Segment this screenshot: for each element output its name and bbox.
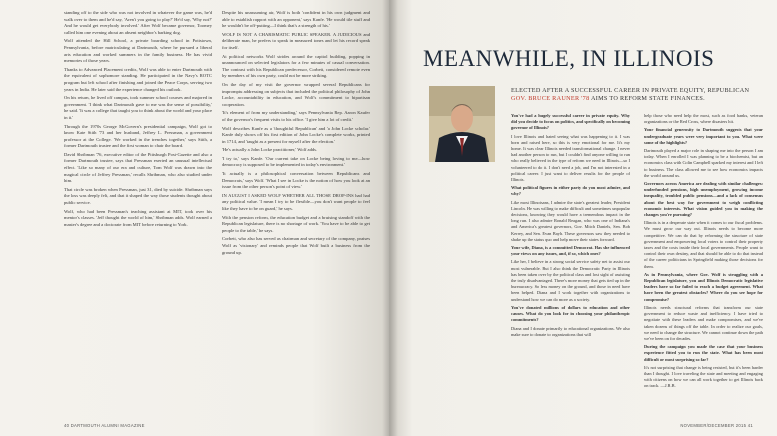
deck — [511, 87, 761, 102]
question-paragraph: You've had a hugely successful career in private equity. Why did you decide to focus on politics, and specifically on becoming governor of Illinois? — [511, 113, 630, 131]
body-paragraph: 'I try to,' says Kanfe. 'Our current take on Locke being loving to me—how democracy is supposed to be implemented in today's environment.' — [222, 155, 370, 168]
answer-paragraph: Illinois is in a desperate state when it comes to our fiscal problems. We must grow our way out. Illinois needs to become more competitive. We can do that by reforming the structure of state government and empowering local voters to control their property taxes and the costs inside their local governments. People want to control their own destiny, and that should be able to do that instead of the career politicians in Springfield making those decisions for them. — [644, 220, 763, 269]
body-paragraph: Despite his unassuming air, Wolf is both 'confident in his own judgment and able to establish rapport with an opponent,' says Kanfe. 'He would tile stuff and he wouldn't be off-putting—I think that's a strength of his.' — [222, 10, 370, 29]
body-paragraph: 'It actually is a philosophical conversation between Republicans and Democrats,' says Wolf. 'What I see in Locke is the notion of how you look at an issue from the other person's point of view.' — [222, 171, 370, 190]
body-paragraph: With the pension reform, the education budget and a bruising standoff with the Republican legislature, there is no shortage of work. 'You have to be able to get people to the table,' he says. — [222, 214, 370, 233]
body-paragraph: Thanks to Advanced Placement credits, Wolf was able to enter Dartmouth with the equivalent of sophomore standing. He participated in the Navy's ROTC program but left school after finishing and joined the Peace Corps, serving two years in India. He later said the experience changed his outlook. — [64, 66, 212, 92]
body-paragraph: David Shribman '76, executive editor of the Pittsburgh Post-Gazette and also a former Dartmouth trustee, says that Pressman exerted an unusual intellectual effect. 'Like so many of our era and culture, Tom Wolf was drawn into the magical circle of Jeffrey Pressman,' recalls Shribman, who also studied under him. — [64, 151, 212, 184]
answer-paragraph: Illinois needs structural reforms that transform our state government to reduce waste and inefficiency. I have tried to negotiate with these leaders and make compromises, and we've taken dozens of things off the table. In order to realize our goals, we need to change the structure. We cannot continue down the path we've been on for decades. — [644, 304, 763, 341]
question-paragraph: Governors across America are dealing with similar challenges: underfunded pensions, high unemployment, growing income inequality, troubled public pensions—and a lack of consensus about the best way for government to weigh conflicting economic interests. What vision guided you in making the changes you're pursuing? — [644, 181, 763, 218]
right-page — [389, 0, 777, 436]
body-paragraph: Through the 1970s George McGovern's presidential campaign, Wolf got to know Kate Stith '73 and her husband, Jeffrey L. Pressman, a government professor at the College. 'We worked in the trenches together,' says Stith, a former Dartmouth trustee and the first woman to chair the board. — [64, 123, 212, 149]
body-paragraph: Wolf, who had been Pressman's teaching assistant at MIT, took over his mentor's classes. 'Jeff thought the world of him,' Shribman adds. Wolf earned a master's degree and a doctorate from MIT before returning to York. — [64, 208, 212, 227]
body-paragraph: Wolf attended the Hill School, a private boarding school in Pottstown, Pennsylvania, before matriculating at Dartmouth, where he pursued a liberal arts education and worked summers in the family business. He has vivid memories of those years. — [64, 38, 212, 64]
body-paragraph: Wolf describes Kanfe as a 'thoughtful Republican' and 'a John Locke scholar.' Kanfe duly shows off his first edition of John Locke's complete works, printed in 1714, and 'taught as a present for myself after the election.' — [222, 125, 370, 144]
answer-paragraph: It's not surprising that change is being resisted, but it's been harder than I thought. I love traveling the state and meeting and engaging with citizens on how we can all work together to get Illinois back on track. —J.R.B. — [644, 364, 763, 389]
answer-paragraph: Like her, I believe in a strong social service safety net to assist our most vulnerable. But I also think the Democratic Party in Illinois has been taken over by the political class and lost sight of assisting the truly disadvantaged. There's more money that gets tied up in the bureaucracy. So less money on the ground, and those in need have been helped. Diana and I work together with organizations to understand how we can do more as a society. — [511, 259, 630, 302]
body-paragraph: On the day of my visit the governor wrapped several Republicans for impromptu addressing on subjects that included the political philosophy of John Locke, accountability in education, and Wolf's commitment to bipartisan cooperation. — [222, 81, 370, 107]
answer-paragraph: Like most Illinoisans, I admire the state's greatest leader, President Lincoln. He was willing to make difficult and sometimes unpopular decisions, knowing they would have a tremendous impact in the long run. I also admire Ronald Reagan, who was one of Indiana's and America's greatest governors, Gov. Mitch Daniels, Sen. Bob Kerrey, and Sen. Evan Bayh. These governors saw they needed to shake up the status quo and help move their states forward. — [511, 199, 630, 242]
right-column-1 — [511, 113, 630, 392]
body-paragraph: 'He's actually a John Locke practitioner,' Wolf adds. — [222, 147, 318, 153]
body-paragraph: Corbett, who also has served as chairman and secretary of the company, praises Wolf as 'visionary' and reminds people that Wolf built a business from the ground up. — [222, 236, 370, 255]
body-paragraph: 'It's element of from my understanding,' says Pennsylvania Rep. Aaron Kaufer of the governor's frequent visits to his office. 'I give him a lot of credit.' — [222, 110, 370, 122]
deck-end: AIMS TO REFORM STATE FINANCES. — [590, 94, 705, 102]
headline: MEANWHILE, IN ILLINOIS — [423, 46, 715, 71]
body-paragraph: On his return, he lived off campus, took summer school courses and majored in government. 'I think what Dartmouth gave to me was the sense of possibility,' he said. 'It was a college that taught you to think about the world and your place in it.' — [64, 95, 212, 120]
right-columns — [511, 113, 763, 392]
question-paragraph: You've donated millions of dollars to education and other causes. What do you look for in choosing your philanthropic commitments? — [511, 304, 630, 323]
right-folio: NOVEMBER/DECEMBER 2015 41 — [680, 423, 753, 428]
left-column-1 — [64, 10, 212, 258]
spine-shadow — [382, 0, 398, 436]
answer-paragraph: I love Illinois and hated seeing what was happening to it. I was born and raised here, so this is very emotional for me. It's my home. It was clear Illinois needed transformational change. I never had another person to run, but I couldn't find anyone willing to run who really believed in the type of reform we need in Illinois—so I volunteered to do it. I don't need a job, and I'm not interested in a political career. I just want to deliver results for the people of Illinois. — [511, 133, 630, 183]
question-paragraph: During the campaign you made the case that your business experience fitted you to run the state. What has been most difficult or most surprising so far? — [644, 344, 763, 362]
deck-accent-name: GOV. BRUCE RAUNER '78 — [511, 94, 590, 102]
right-column-2 — [644, 113, 763, 392]
body-paragraph: standing off to the side who was not involved in whatever the game was, he'd walk over to them and he'd say, 'Aren't you going to play?' He'd say, 'Why not?' And he would get everybody involved.' After Wolf became governor, Toomey called him one evening about an absent neighbor's barking dog. — [64, 10, 212, 35]
body-paragraph: IN AUGUST I ASKED WOLF WHETHER ALL THOSE DROP-INS had had any political value. 'I mean I try to be flexible—you don't want people to feel like they have to be on guard,' he says. — [222, 192, 370, 212]
answer-paragraph: Diana and I donate primarily to educational organizations. We also make sure to donate to organizations that will — [511, 325, 630, 337]
answer-paragraph: help those who need help the most, such as food banks, veteran organizations or the Red Cross, where disasters hit. — [644, 113, 763, 125]
body-paragraph: That circle was broken when Pressman, just 31, died by suicide. Shribman says the loss was deeply felt, and that it shaped the way those students thought about public service. — [64, 186, 212, 206]
body-paragraph: At political networks Wolf strides around the capitol building, popping in unannounced on selected legislators for a few minutes of casual conversation. The contrast with his Republican predecessor, Corbett, considered remote even by members of his own party, could not be more striking. — [222, 53, 370, 79]
question-paragraph: Your financial generosity to Dartmouth suggests that your undergraduate years were very important to you. What were some of the highlights? — [644, 127, 763, 145]
portrait-photo — [429, 86, 495, 162]
left-folio: 40 DARTMOUTH ALUMNI MAGAZINE — [64, 423, 145, 428]
question-paragraph: Your wife, Diana, is a committed Democrat. Has she influenced your views on any issues, and, if so, which ones? — [511, 245, 630, 257]
question-paragraph: What political figures in either party do you most admire, and why? — [511, 185, 630, 197]
deck-text: ELECTED AFTER A SUCCESSFUL CAREER IN PRIVATE EQUITY, REPUBLICAN — [511, 87, 750, 94]
question-paragraph: As in Pennsylvania, where Gov. Wolf is struggling with a Republican legislature, you and Illinois Democratic legislative leaders have so far failed to reach a budget agreement. What have been the greatest obstacles? Where do you see hope for compromise? — [644, 271, 763, 302]
answer-paragraph: Dartmouth played a major role in shaping me into the person I am today. When I enrolled I was planning to be a biochemist, but an economics class with Colin Campbell sparked my interest and I left to business. The class allowed me to see how economics impacts the world around us. — [644, 148, 763, 178]
left-columns — [64, 10, 370, 258]
left-column-2 — [222, 10, 370, 258]
body-paragraph: WOLF IS NOT A CHARISMATIC PUBLIC SPEAKER. A JUDICIOUS and deliberate man, he prefers to speak in measured tones and let his record speak for itself. — [222, 31, 370, 50]
